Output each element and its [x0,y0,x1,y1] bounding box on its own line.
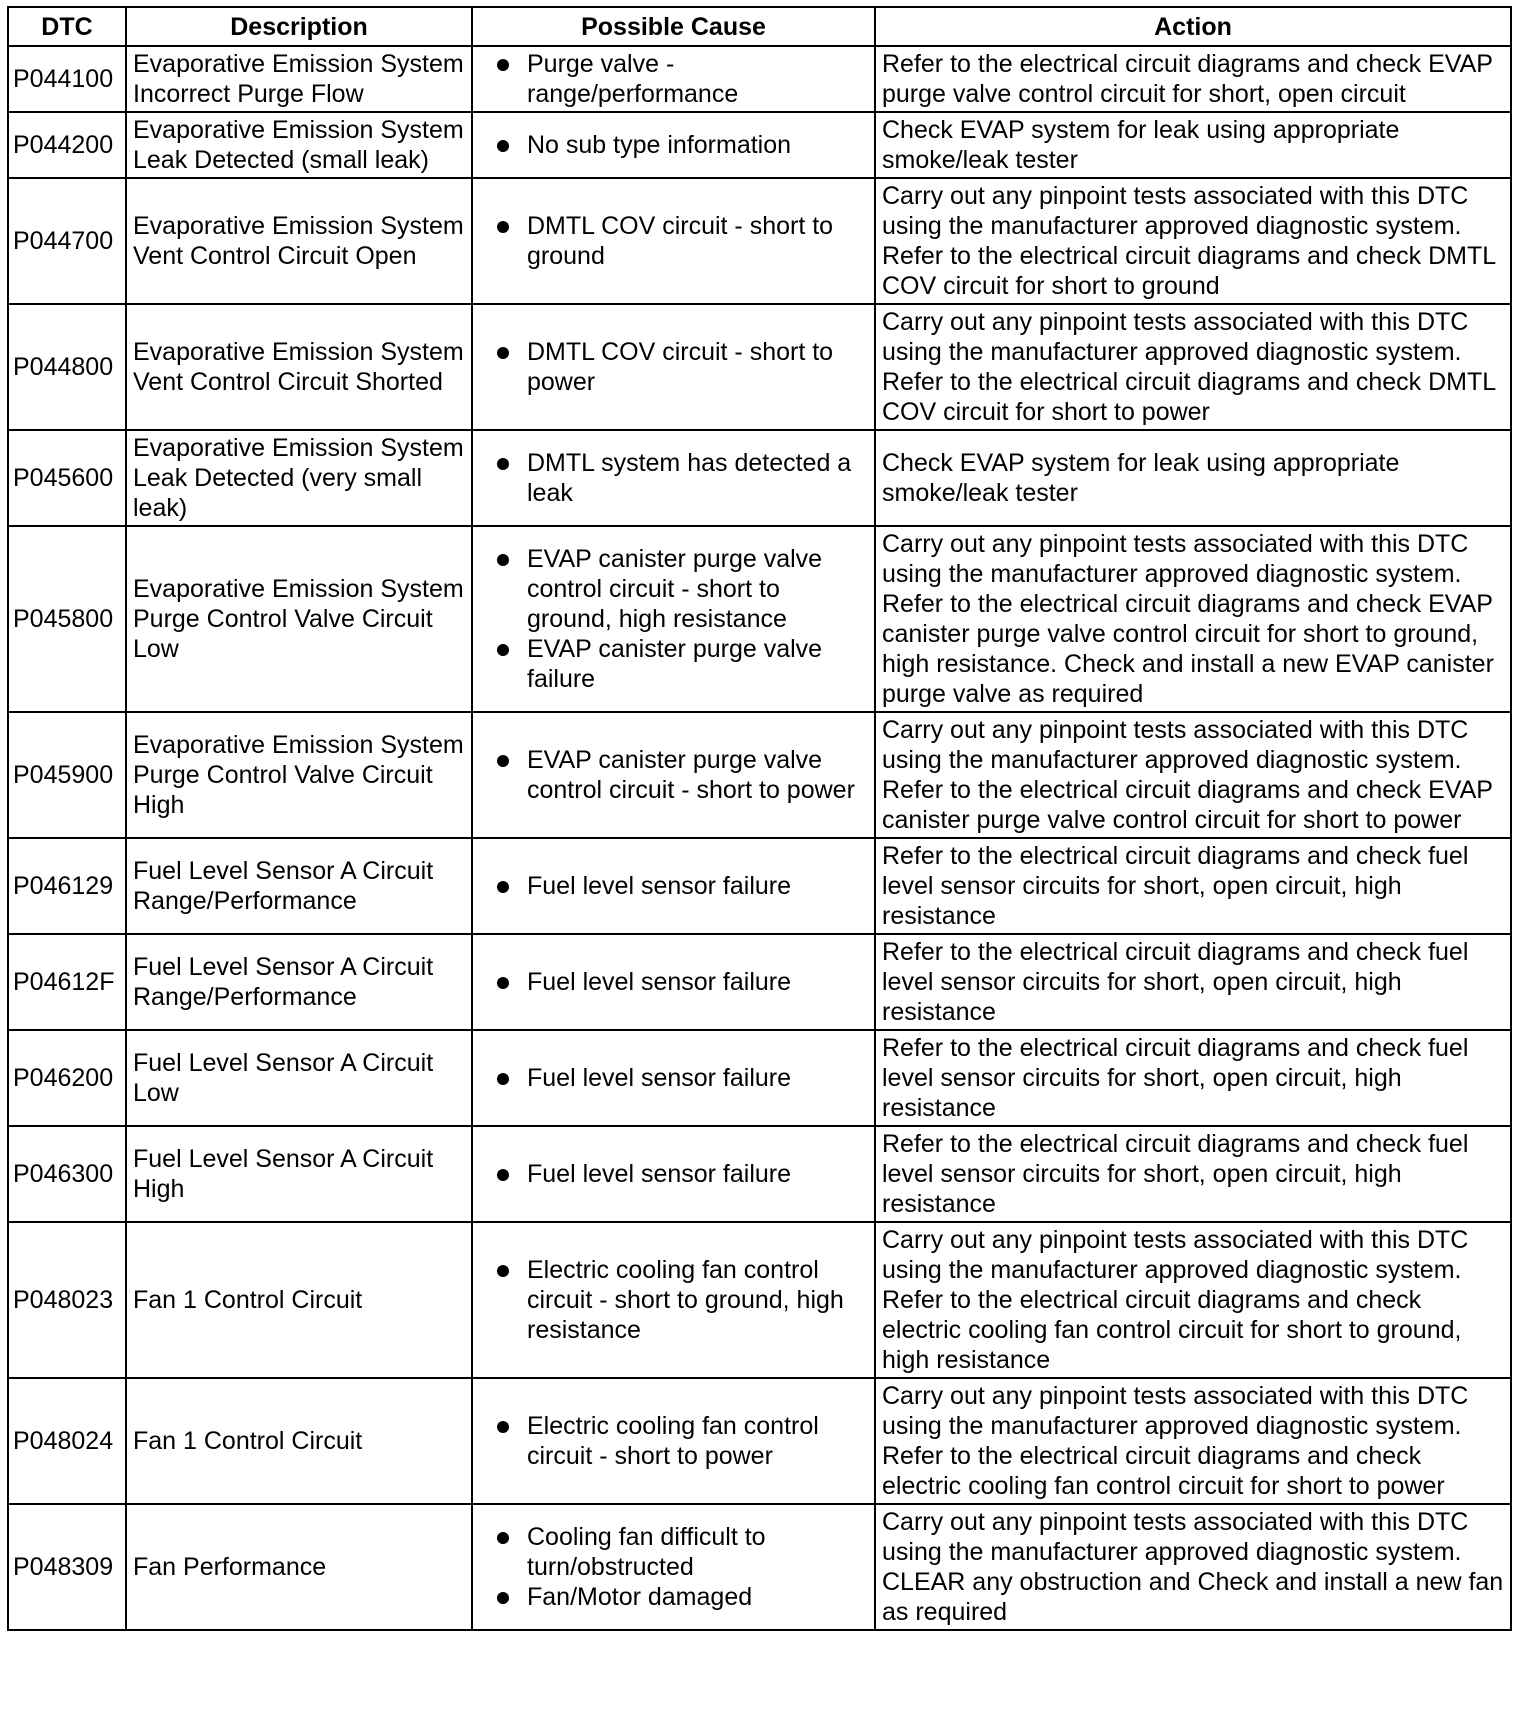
possible-cause-list [479,211,868,271]
action-text: Carry out any pinpoint tests associated with this DTC using the manufacturer approved diagnostic system. Refer to the electrical circuit diagrams and check EVAP canister purge valve control circuit for short to ground, high resistance. Check and install a new EVAP canister purge valve as required [875,526,1511,712]
possible-cause-list [479,871,868,901]
action-text: Carry out any pinpoint tests associated with this DTC using the manufacturer approved diagnostic system. Refer to the electrical circuit diagrams and check electric cooling fan control circuit for short to ground, high resistance [875,1222,1511,1378]
possible-cause-item: EVAP canister purge valve failure [479,634,868,694]
possible-cause-item: Fan/Motor damaged [479,1582,868,1612]
dtc-code: P048309 [8,1504,126,1630]
dtc-code: P044100 [8,46,126,112]
header-description: Description [126,7,472,46]
possible-cause-list [479,967,868,997]
action-text: Carry out any pinpoint tests associated with this DTC using the manufacturer approved diagnostic system. Refer to the electrical circuit diagrams and check DMTL COV circuit for short to ground [875,178,1511,304]
possible-cause-list [479,130,868,160]
table-row [8,1126,1511,1222]
dtc-code: P046200 [8,1030,126,1126]
possible-cause-list [479,337,868,397]
possible-cause-item: DMTL system has detected a leak [479,448,868,508]
dtc-description: Fan 1 Control Circuit [126,1222,472,1378]
possible-cause-item: Electric cooling fan control circuit - short to ground, high resistance [479,1255,868,1345]
table-row [8,46,1511,112]
possible-cause-cell [472,526,875,712]
table-row [8,1378,1511,1504]
table-row [8,178,1511,304]
table-body [8,46,1511,1630]
action-text: Check EVAP system for leak using appropriate smoke/leak tester [875,430,1511,526]
dtc-description: Evaporative Emission System Leak Detected (very small leak) [126,430,472,526]
table-row [8,1222,1511,1378]
table-row [8,304,1511,430]
possible-cause-item: Cooling fan difficult to turn/obstructed [479,1522,868,1582]
dtc-description: Evaporative Emission System Incorrect Purge Flow [126,46,472,112]
dtc-code: P044200 [8,112,126,178]
possible-cause-list [479,1411,868,1471]
dtc-code: P045900 [8,712,126,838]
dtc-code: P044700 [8,178,126,304]
dtc-description: Evaporative Emission System Purge Control Valve Circuit Low [126,526,472,712]
dtc-description: Fuel Level Sensor A Circuit Range/Performance [126,838,472,934]
possible-cause-list [479,1255,868,1345]
action-text: Carry out any pinpoint tests associated with this DTC using the manufacturer approved diagnostic system. CLEAR any obstruction and Check and install a new fan as required [875,1504,1511,1630]
possible-cause-cell [472,1030,875,1126]
possible-cause-item: EVAP canister purge valve control circuit - short to ground, high resistance [479,544,868,634]
possible-cause-item: DMTL COV circuit - short to power [479,337,868,397]
action-text: Carry out any pinpoint tests associated with this DTC using the manufacturer approved diagnostic system. Refer to the electrical circuit diagrams and check electric cooling fan control circuit for short to power [875,1378,1511,1504]
table-row [8,934,1511,1030]
possible-cause-list [479,49,868,109]
possible-cause-item: DMTL COV circuit - short to ground [479,211,868,271]
table-row [8,1504,1511,1630]
possible-cause-item: Fuel level sensor failure [479,1063,868,1093]
dtc-description: Fan 1 Control Circuit [126,1378,472,1504]
table-row [8,430,1511,526]
action-text: Check EVAP system for leak using appropriate smoke/leak tester [875,112,1511,178]
table-row [8,1030,1511,1126]
possible-cause-list [479,1522,868,1612]
possible-cause-cell [472,178,875,304]
dtc-description: Fuel Level Sensor A Circuit High [126,1126,472,1222]
header-row [8,7,1511,46]
possible-cause-cell [472,1126,875,1222]
dtc-description: Evaporative Emission System Vent Control Circuit Open [126,178,472,304]
possible-cause-list [479,448,868,508]
dtc-description: Evaporative Emission System Leak Detected (small leak) [126,112,472,178]
dtc-code: P044800 [8,304,126,430]
possible-cause-cell [472,1378,875,1504]
header-possible-cause: Possible Cause [472,7,875,46]
possible-cause-list [479,544,868,694]
possible-cause-item: Fuel level sensor failure [479,871,868,901]
table-row [8,526,1511,712]
possible-cause-item: Fuel level sensor failure [479,1159,868,1189]
possible-cause-list [479,745,868,805]
dtc-description: Fuel Level Sensor A Circuit Range/Performance [126,934,472,1030]
possible-cause-list [479,1063,868,1093]
action-text: Refer to the electrical circuit diagrams and check EVAP purge valve control circuit for short, open circuit [875,46,1511,112]
action-text: Refer to the electrical circuit diagrams and check fuel level sensor circuits for short, open circuit, high resistance [875,1030,1511,1126]
dtc-description: Evaporative Emission System Vent Control Circuit Shorted [126,304,472,430]
action-text: Refer to the electrical circuit diagrams and check fuel level sensor circuits for short, open circuit, high resistance [875,838,1511,934]
possible-cause-cell [472,1222,875,1378]
table-header [8,7,1511,46]
dtc-code: P048023 [8,1222,126,1378]
action-text: Carry out any pinpoint tests associated with this DTC using the manufacturer approved diagnostic system. Refer to the electrical circuit diagrams and check DMTL COV circuit for short to power [875,304,1511,430]
possible-cause-cell [472,838,875,934]
dtc-table [7,6,1512,1631]
possible-cause-cell [472,46,875,112]
dtc-code: P048024 [8,1378,126,1504]
dtc-code: P04612F [8,934,126,1030]
dtc-code: P046129 [8,838,126,934]
possible-cause-item: Fuel level sensor failure [479,967,868,997]
possible-cause-item: EVAP canister purge valve control circuit - short to power [479,745,868,805]
possible-cause-cell [472,1504,875,1630]
dtc-code: P046300 [8,1126,126,1222]
possible-cause-list [479,1159,868,1189]
header-dtc: DTC [8,7,126,46]
dtc-description: Evaporative Emission System Purge Control Valve Circuit High [126,712,472,838]
action-text: Refer to the electrical circuit diagrams and check fuel level sensor circuits for short, open circuit, high resistance [875,1126,1511,1222]
header-action: Action [875,7,1511,46]
possible-cause-cell [472,304,875,430]
possible-cause-item: No sub type information [479,130,868,160]
dtc-description: Fuel Level Sensor A Circuit Low [126,1030,472,1126]
dtc-description: Fan Performance [126,1504,472,1630]
dtc-code: P045600 [8,430,126,526]
action-text: Carry out any pinpoint tests associated with this DTC using the manufacturer approved diagnostic system. Refer to the electrical circuit diagrams and check EVAP canister purge valve control circuit for short to power [875,712,1511,838]
possible-cause-item: Electric cooling fan control circuit - short to power [479,1411,868,1471]
possible-cause-item: Purge valve - range/performance [479,49,868,109]
action-text: Refer to the electrical circuit diagrams and check fuel level sensor circuits for short, open circuit, high resistance [875,934,1511,1030]
possible-cause-cell [472,112,875,178]
possible-cause-cell [472,430,875,526]
table-row [8,712,1511,838]
table-row [8,112,1511,178]
table-row [8,838,1511,934]
possible-cause-cell [472,934,875,1030]
dtc-code: P045800 [8,526,126,712]
possible-cause-cell [472,712,875,838]
